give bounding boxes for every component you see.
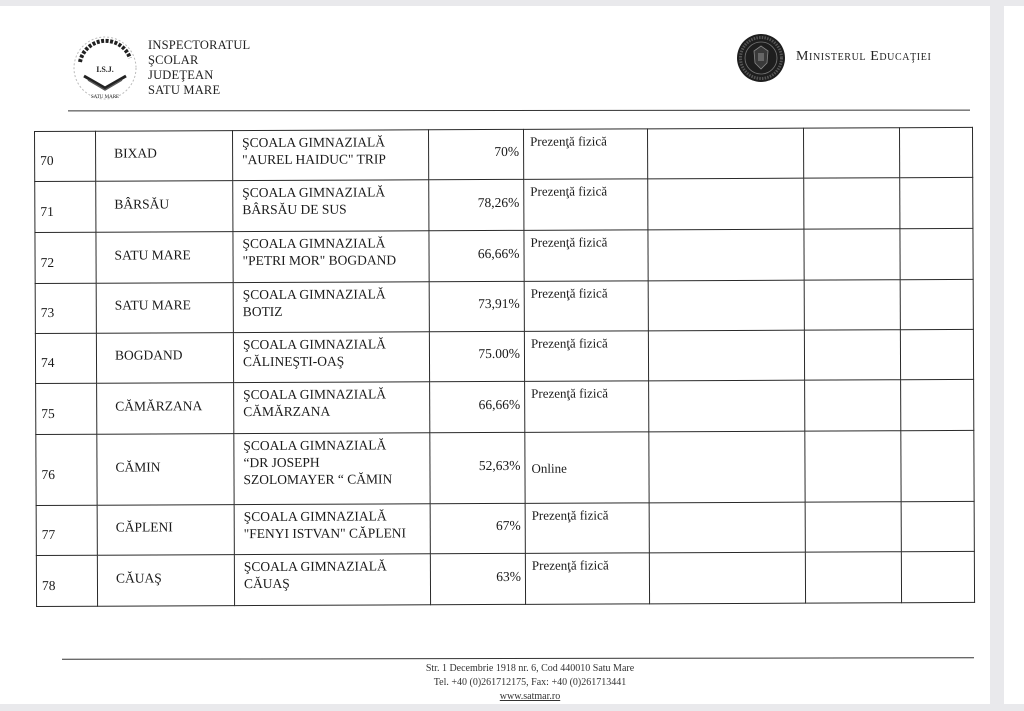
school-name-cell — [234, 433, 430, 505]
next-page-edge — [1004, 6, 1024, 704]
empty-cell — [804, 330, 900, 380]
school-name-line: ŞCOALA GIMNAZIALĂ — [242, 184, 386, 201]
table-row — [36, 379, 974, 434]
percentage: 70% — [494, 143, 520, 159]
empty-cell — [805, 431, 901, 502]
empty-cell — [901, 430, 974, 501]
school-name-line: "AUREL HAIDUC" TRIP — [242, 151, 386, 168]
percentage-cell — [429, 331, 524, 381]
romania-seal-icon — [736, 33, 786, 83]
school-name-line: ŞCOALA GIMNAZIALĂ — [243, 508, 387, 525]
footer — [380, 662, 680, 704]
school-name-cell — [233, 130, 429, 181]
school-name-line: CĂMĂRZANA — [243, 403, 331, 420]
percentage-cell — [430, 553, 525, 604]
empty-cell — [649, 380, 805, 432]
school-name — [244, 554, 430, 592]
percentage: 52,63% — [478, 457, 521, 473]
row-number-cell — [35, 232, 96, 283]
row-number: 71 — [40, 203, 54, 219]
school-name — [244, 504, 430, 542]
school-name — [243, 282, 429, 320]
org-line: INSPECTORATUL — [148, 38, 251, 52]
school-name — [242, 130, 428, 168]
attendance-mode-cell — [524, 230, 648, 282]
school-name-line: ŞCOALA GIMNAZIALĂ — [242, 286, 386, 303]
school-name-line: ŞCOALA GIMNAZIALĂ — [243, 386, 387, 403]
empty-cell — [649, 502, 805, 553]
locality-cell — [96, 232, 233, 284]
locality: SATU MARE — [114, 297, 191, 313]
locality: BOGDAND — [114, 347, 183, 363]
locality: CĂUAŞ — [115, 569, 162, 586]
school-name — [243, 332, 429, 370]
empty-cell — [805, 380, 901, 431]
percentage: 75.00% — [478, 345, 521, 362]
school-name-line: CĂUAŞ — [243, 575, 290, 592]
school-name-line: SZOLOMAYER “ CĂMIN — [243, 471, 393, 488]
locality-cell — [97, 505, 234, 556]
footer-website-link[interactable]: www.satmar.ro — [499, 691, 561, 702]
percentage: 66,66% — [478, 396, 521, 412]
locality-cell — [97, 383, 234, 435]
org-line: SATU MARE — [148, 83, 221, 97]
empty-cell — [648, 229, 804, 281]
empty-cell — [805, 552, 901, 603]
attendance-mode: Prezenţă fizică — [530, 234, 608, 250]
percentage-cell — [429, 230, 524, 281]
empty-cell — [900, 279, 973, 329]
locality-cell — [96, 333, 233, 384]
school-name-cell — [233, 231, 429, 283]
svg-text:I.S.J.: I.S.J. — [96, 65, 114, 74]
row-number: 70 — [40, 152, 54, 168]
attendance-mode-cell — [525, 503, 649, 554]
table-row — [35, 177, 973, 232]
school-name-line: ŞCOALA GIMNAZIALĂ — [243, 437, 387, 454]
footer-address: Str. 1 Decembrie 1918 nr. 6, Cod 440010 Satu Mare — [425, 663, 635, 674]
school-name-line: ŞCOALA GIMNAZIALĂ — [242, 235, 386, 252]
table-row — [35, 127, 973, 181]
row-number-cell — [35, 131, 96, 181]
isj-org-name — [148, 38, 250, 98]
attendance-mode: Prezenţă fizică — [530, 285, 608, 301]
attendance-mode: Prezenţă fizică — [531, 385, 609, 401]
school-name — [243, 382, 429, 420]
school-name-cell — [234, 504, 430, 555]
empty-cell — [900, 228, 973, 279]
row-number: 77 — [41, 526, 56, 542]
percentage: 67% — [495, 517, 521, 533]
school-name-cell — [233, 282, 429, 333]
percentage-cell — [428, 129, 523, 179]
row-number: 75 — [41, 405, 55, 421]
attendance-mode: Prezenţă fizică — [531, 557, 609, 573]
school-name-line: BOTIZ — [242, 303, 283, 320]
school-name-line: ŞCOALA GIMNAZIALĂ — [242, 336, 386, 353]
percentage-cell — [429, 281, 524, 331]
percentage-cell — [430, 503, 525, 553]
school-name-line: ŞCOALA GIMNAZIALĂ — [242, 134, 385, 151]
row-number: 72 — [40, 254, 55, 270]
row-number-cell — [36, 434, 97, 505]
empty-cell — [804, 178, 900, 229]
row-number-cell — [35, 181, 96, 232]
empty-cell — [648, 330, 804, 381]
empty-cell — [647, 128, 803, 179]
row-number-cell — [36, 383, 97, 434]
empty-cell — [901, 551, 974, 602]
row-number: 73 — [40, 304, 55, 320]
percentage: 73,91% — [478, 295, 520, 312]
empty-cell — [803, 128, 899, 178]
percentage: 63% — [496, 568, 521, 584]
attendance-mode-cell — [525, 432, 649, 504]
org-line: ŞCOLAR — [148, 53, 199, 67]
row-number-cell — [36, 505, 97, 555]
school-name-line: "FENYI ISTVAN" CĂPLENI — [243, 525, 407, 542]
footer-contact: Tel. +40 (0)261712175, Fax: +40 (0)261713441 — [433, 677, 627, 688]
attendance-mode-cell — [525, 381, 649, 433]
attendance-mode: Prezenţă fizică — [530, 133, 607, 149]
row-number: 78 — [41, 577, 56, 593]
locality-cell — [96, 283, 233, 334]
table-row — [36, 430, 974, 505]
locality: CĂMIN — [115, 458, 161, 475]
svg-text:SATU MARE: SATU MARE — [90, 95, 120, 100]
locality-cell — [97, 434, 234, 506]
empty-cell — [804, 280, 900, 330]
school-name-line: CĂLINEŞTI-OAŞ — [242, 353, 345, 370]
row-number: 76 — [41, 466, 56, 482]
locality: CĂPLENI — [115, 519, 173, 535]
ministry-name: Ministerul Educaţiei — [796, 49, 932, 64]
attendance-mode: Online — [531, 460, 567, 476]
row-number-cell — [35, 333, 96, 383]
percentage-cell — [430, 381, 525, 432]
isj-logo-icon — [70, 34, 140, 102]
school-name-line: BÂRSĂU DE SUS — [242, 201, 347, 218]
school-name-cell — [233, 180, 429, 232]
attendance-mode-cell — [523, 129, 647, 180]
empty-cell — [648, 178, 804, 230]
org-line: JUDEŢEAN — [148, 68, 214, 82]
locality: BIXAD — [114, 145, 157, 161]
schools-table — [34, 127, 975, 607]
school-name-cell — [234, 382, 430, 434]
school-name-line: "PETRI MOR" BOGDAND — [242, 252, 397, 269]
table-row — [35, 279, 973, 333]
row-number-cell — [35, 283, 96, 333]
percentage: 66,66% — [477, 245, 520, 261]
table-row — [36, 551, 974, 606]
attendance-mode-cell — [524, 331, 648, 382]
empty-cell — [900, 177, 973, 228]
empty-cell — [805, 502, 901, 552]
attendance-mode-cell — [524, 179, 648, 231]
empty-cell — [648, 280, 804, 331]
school-name-cell — [234, 554, 430, 606]
attendance-mode: Prezenţă fizică — [530, 335, 608, 351]
row-number: 74 — [40, 354, 55, 370]
locality: CĂMĂRZANA — [115, 397, 203, 414]
table-row — [36, 501, 974, 555]
attendance-mode: Prezenţă fizică — [531, 507, 609, 523]
school-name — [243, 433, 429, 488]
locality-cell — [96, 131, 233, 182]
footer-divider — [62, 657, 974, 660]
header-divider — [68, 110, 970, 112]
school-name-cell — [233, 332, 429, 383]
attendance-mode-cell — [525, 553, 649, 605]
empty-cell — [649, 552, 805, 604]
school-name-line: “DR JOSEPH — [243, 454, 320, 471]
empty-cell — [901, 379, 974, 430]
school-name — [242, 180, 428, 218]
row-number-cell — [36, 555, 97, 606]
schools-table-wrapper — [34, 127, 975, 607]
document-page — [0, 6, 990, 704]
attendance-mode: Prezenţă fizică — [530, 183, 608, 199]
percentage-cell — [430, 432, 525, 503]
empty-cell — [899, 127, 972, 177]
attendance-mode-cell — [524, 281, 648, 332]
empty-cell — [804, 229, 900, 280]
table-row — [35, 228, 973, 283]
locality-cell — [97, 555, 234, 607]
locality-cell — [96, 181, 233, 233]
locality: BÂRSĂU — [114, 195, 170, 212]
empty-cell — [901, 501, 974, 551]
empty-cell — [649, 431, 805, 503]
table-row — [35, 329, 973, 383]
empty-cell — [900, 329, 973, 379]
school-name — [242, 231, 428, 269]
percentage-cell — [429, 179, 524, 230]
school-name-line: ŞCOALA GIMNAZIALĂ — [243, 558, 387, 575]
percentage: 78,26% — [477, 194, 520, 210]
locality: SATU MARE — [114, 246, 191, 263]
